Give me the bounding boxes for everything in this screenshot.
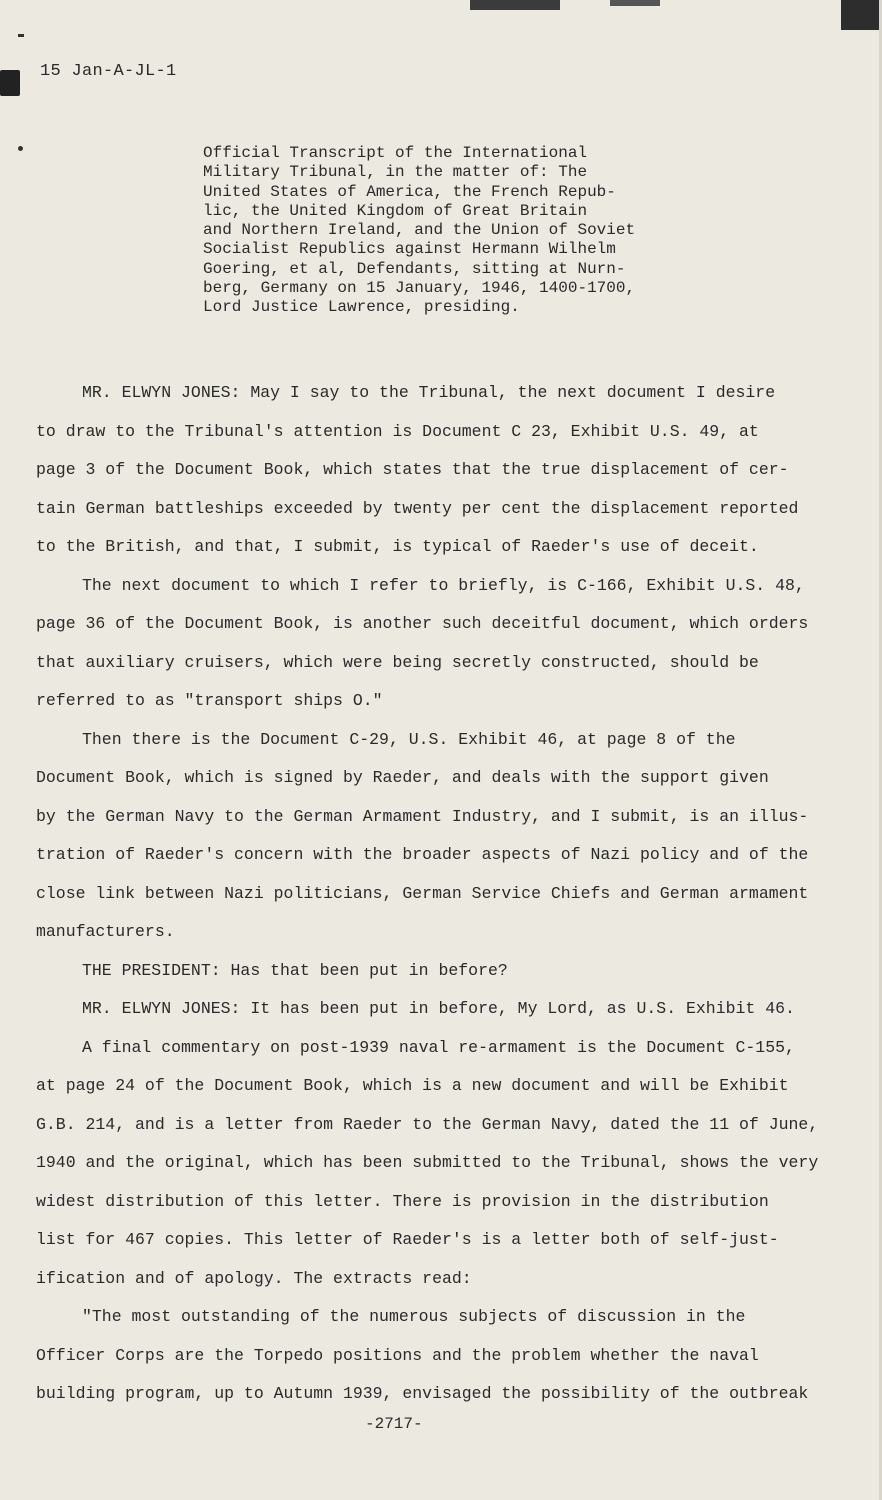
body-line: by the German Navy to the German Armament Industry, and I submit, is an illus- <box>36 806 809 826</box>
body-line: building program, up to Autumn 1939, envisaged the possibility of the outbreak <box>36 1384 809 1403</box>
caption-line: Military Tribunal, in the matter of: The <box>203 163 588 182</box>
body-line: Then there is the Document C-29, U.S. Exhibit 46, at page 8 of the <box>82 729 736 749</box>
transcript-body <box>36 374 819 1414</box>
body-line: that auxiliary cruisers, which were being secretly constructed, should be <box>36 652 759 672</box>
body-line: The next document to which I refer to briefly, is C-166, Exhibit U.S. 48, <box>82 575 805 595</box>
caption-line: Socialist Republics against Hermann Wilhelm <box>203 240 616 259</box>
binder-clip <box>0 70 20 96</box>
body-line: widest distribution of this letter. There is provision in the distribution <box>36 1191 769 1211</box>
body-line: list for 467 copies. This letter of Raeder's is a letter both of self-just- <box>36 1230 779 1249</box>
page-reference: 15 Jan-A-JL-1 <box>40 62 177 81</box>
caption-line: United States of America, the French Repub- <box>203 182 616 201</box>
body-line: referred to as "transport ships O." <box>36 691 383 710</box>
caption-line: lic, the United Kingdom of Great Britain <box>203 201 588 220</box>
body-line: page 36 of the Document Book, is another such deceitful document, which orders <box>36 614 809 633</box>
caption-line: berg, Germany on 15 January, 1946, 1400-1700, <box>203 279 636 298</box>
body-line: A final commentary on post-1939 naval re-armament is the Document C-155, <box>82 1037 795 1057</box>
body-line: G.B. 214, and is a letter from Raeder to the German Navy, dated the 11 of June, <box>36 1114 819 1134</box>
caption-line: Lord Justice Lawrence, presiding. <box>203 298 520 317</box>
transcript-caption <box>203 144 635 318</box>
body-line: tration of Raeder's concern with the broader aspects of Nazi policy and of the <box>36 845 809 864</box>
body-line: MR. ELWYN JONES: It has been put in before, My Lord, as U.S. Exhibit 46. <box>82 999 795 1018</box>
body-line: Officer Corps are the Torpedo positions and the problem whether the naval <box>36 1345 759 1365</box>
body-line: page 3 of the Document Book, which states that the true displacement of cer- <box>36 460 789 479</box>
torn-edge-mark <box>470 0 560 10</box>
body-line: "The most outstanding of the numerous subjects of discussion in the <box>82 1307 746 1326</box>
body-line: close link between Nazi politicians, German Service Chiefs and German armament <box>36 883 809 903</box>
body-line: MR. ELWYN JONES: May I say to the Tribunal, the next document I desire <box>82 383 776 402</box>
body-line: THE PRESIDENT: Has that been put in before? <box>82 960 508 980</box>
page-corner-shadow <box>841 0 879 30</box>
body-line: 1940 and the original, which has been submitted to the Tribunal, shows the very <box>36 1153 819 1172</box>
punch-mark <box>18 146 23 151</box>
body-line: to the British, and that, I submit, is typical of Raeder's use of deceit. <box>36 537 759 556</box>
binder-mark <box>18 34 24 37</box>
torn-edge-mark <box>610 0 660 6</box>
caption-line: and Northern Ireland, and the Union of Soviet <box>203 221 636 240</box>
body-line: ification and of apology. The extracts read: <box>36 1268 472 1288</box>
body-line: Document Book, which is signed by Raeder, and deals with the support given <box>36 768 769 787</box>
page-number: -2717- <box>365 1415 423 1433</box>
body-line: tain German battleships exceeded by twenty per cent the displacement reported <box>36 498 799 518</box>
body-line: at page 24 of the Document Book, which is a new document and will be Exhibit <box>36 1076 789 1095</box>
body-line: manufacturers. <box>36 922 175 941</box>
body-line: to draw to the Tribunal's attention is Document C 23, Exhibit U.S. 49, at <box>36 421 759 441</box>
caption-line: Goering, et al, Defendants, sitting at Nurn- <box>203 259 626 278</box>
caption-line: Official Transcript of the International <box>203 144 588 162</box>
